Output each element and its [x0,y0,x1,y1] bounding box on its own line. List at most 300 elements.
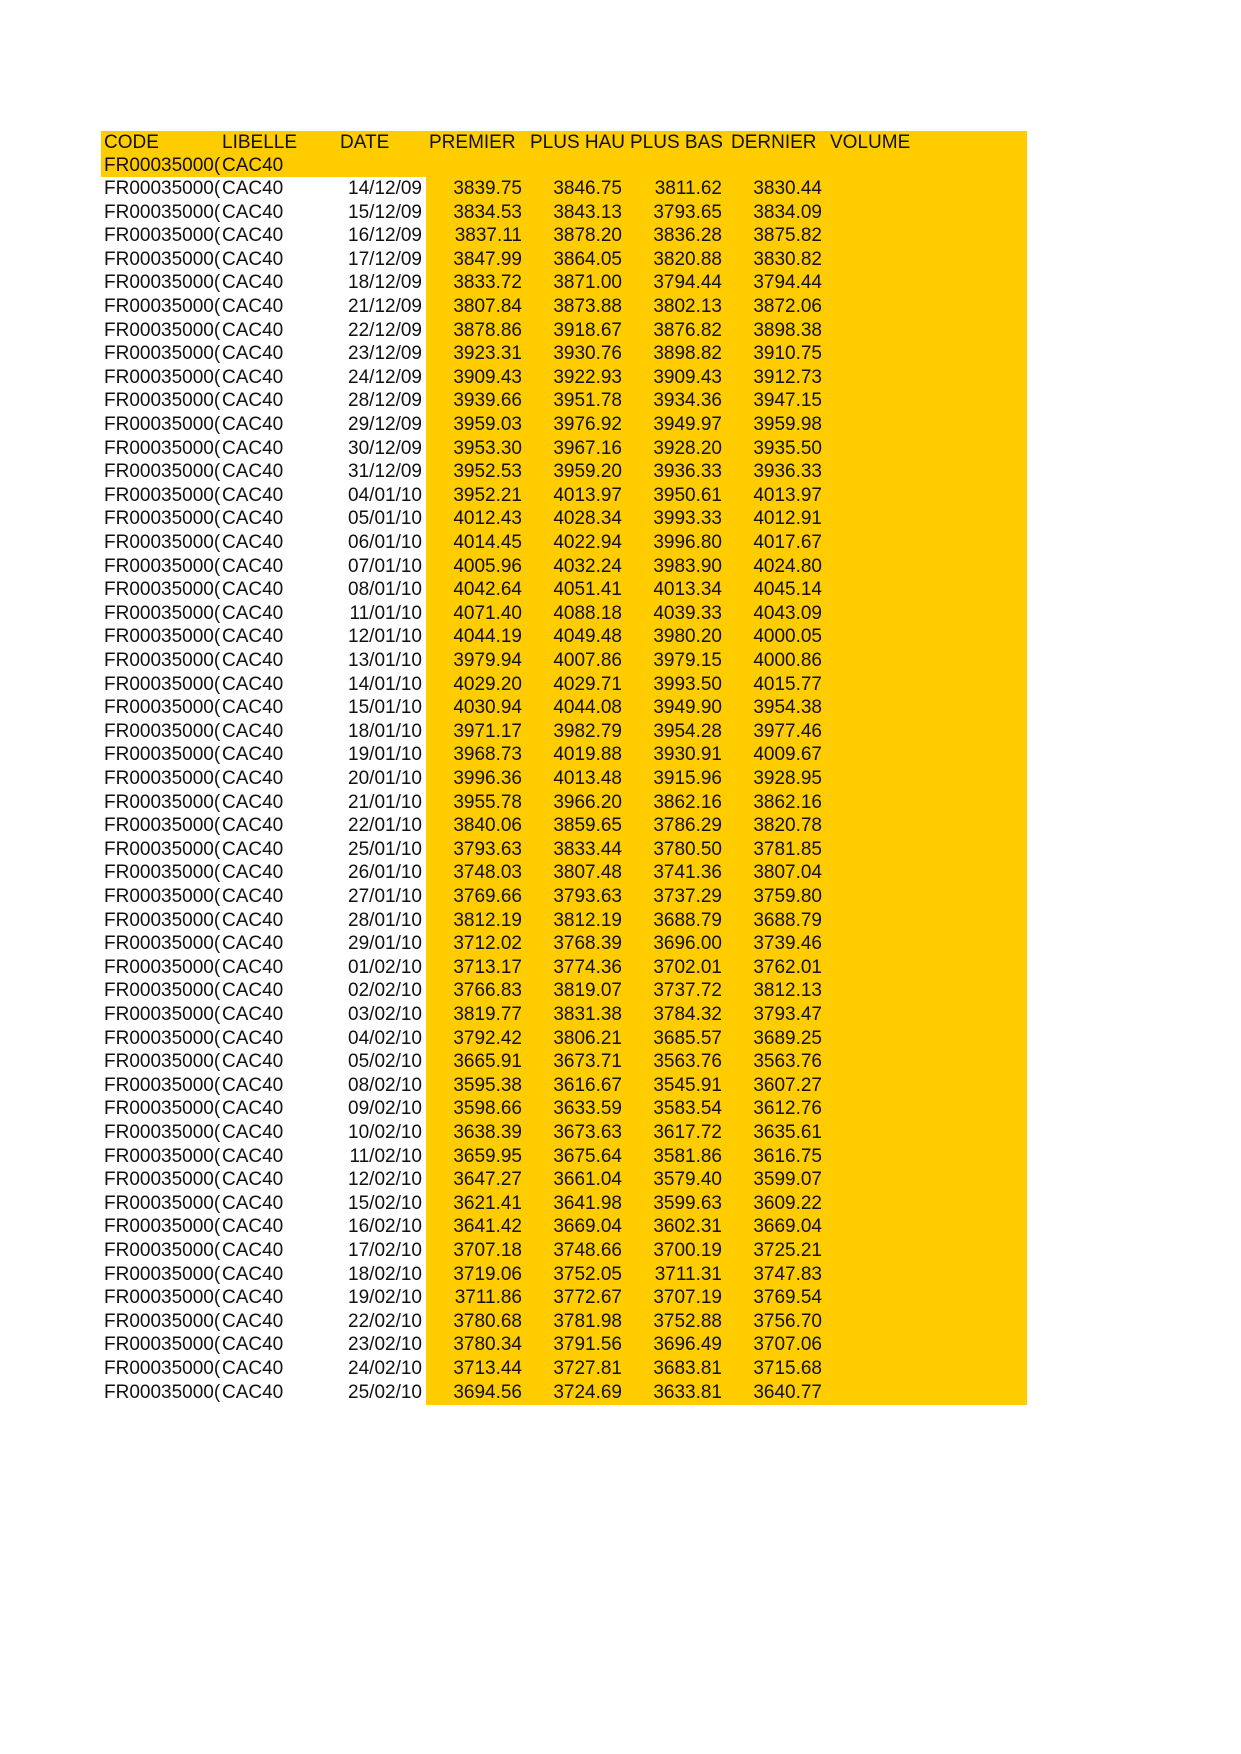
cell-premier[interactable]: 3952.21 [453,484,522,506]
cell-libelle[interactable]: CAC40 [222,1287,284,1309]
cell-code[interactable]: FR00035000( [104,1263,220,1285]
cell-date[interactable]: 17/02/10 [348,1240,422,1261]
cell-code[interactable]: FR00035000( [104,1192,220,1214]
cell-plus-bas[interactable]: 3996.80 [653,532,722,553]
cell-dernier[interactable]: 3830.44 [753,178,822,199]
cell-plus-bas[interactable]: 3737.29 [653,886,722,907]
cell-premier[interactable]: 3968.73 [453,744,522,766]
cell-code[interactable]: FR00035000( [104,319,220,341]
cell-plus-haut[interactable]: 3633.59 [553,1098,622,1120]
cell-libelle[interactable]: CAC40 [222,744,284,766]
cell-code[interactable]: FR00035000( [104,437,220,459]
cell-date[interactable]: 27/01/10 [348,886,422,907]
cell-plus-bas[interactable]: 3993.50 [653,673,722,695]
cell-premier[interactable]: 3819.77 [453,1004,522,1025]
cell-premier[interactable]: 4029.20 [453,673,522,695]
cell-libelle[interactable]: CAC40 [222,555,284,577]
cell-plus-haut[interactable]: 3918.67 [553,319,622,341]
cell-libelle[interactable]: CAC40 [222,956,284,978]
cell-code[interactable]: FR00035000( [104,532,220,553]
cell-premier[interactable]: 3837.11 [454,225,522,247]
cell-code[interactable]: FR00035000( [104,886,220,907]
cell-plus-haut[interactable]: 3768.39 [553,933,622,955]
cell-code[interactable]: FR00035000( [104,791,220,813]
cell-code[interactable]: FR00035000( [104,768,220,789]
cell-date[interactable]: 12/02/10 [348,1169,422,1191]
cell-date[interactable]: 23/02/10 [348,1334,422,1356]
subheader-libelle[interactable]: CAC40 [222,155,284,176]
cell-premier[interactable]: 4030.94 [453,697,522,719]
cell-libelle[interactable]: CAC40 [222,720,284,742]
cell-plus-bas[interactable]: 3793.65 [653,201,722,223]
cell-libelle[interactable]: CAC40 [222,909,284,931]
cell-plus-haut[interactable]: 3819.07 [553,980,622,1002]
cell-plus-bas[interactable]: 3741.36 [653,862,722,884]
cell-date[interactable]: 18/02/10 [348,1263,422,1285]
cell-code[interactable]: FR00035000( [104,390,220,412]
cell-dernier[interactable]: 3834.09 [753,201,822,223]
cell-libelle[interactable]: CAC40 [222,390,284,412]
cell-plus-haut[interactable]: 3967.16 [553,437,622,459]
cell-dernier[interactable]: 4045.14 [753,579,822,601]
cell-code[interactable]: FR00035000( [104,1074,220,1096]
cell-plus-bas[interactable]: 3784.32 [653,1004,722,1025]
cell-libelle[interactable]: CAC40 [222,1074,284,1096]
cell-libelle[interactable]: CAC40 [222,461,284,483]
cell-premier[interactable]: 4012.43 [453,508,522,530]
cell-premier[interactable]: 3647.27 [453,1169,522,1191]
cell-libelle[interactable]: CAC40 [222,437,284,459]
cell-date[interactable]: 05/01/10 [348,508,422,530]
cell-code[interactable]: FR00035000( [104,1027,220,1049]
cell-date[interactable]: 21/12/09 [348,296,422,317]
col-header-plus-haut[interactable]: PLUS HAU [530,132,626,153]
cell-premier[interactable]: 3598.66 [453,1098,522,1120]
cell-plus-haut[interactable]: 3930.76 [553,343,622,365]
cell-plus-haut[interactable]: 3661.04 [553,1169,622,1191]
cell-libelle[interactable]: CAC40 [222,1334,284,1356]
cell-premier[interactable]: 3909.43 [453,366,522,388]
cell-date[interactable]: 25/01/10 [348,838,422,860]
cell-code[interactable]: FR00035000( [104,461,220,483]
cell-premier[interactable]: 3719.06 [453,1263,522,1285]
cell-libelle[interactable]: CAC40 [222,1240,284,1261]
cell-premier[interactable]: 3712.02 [453,933,522,955]
cell-libelle[interactable]: CAC40 [222,697,284,719]
cell-date[interactable]: 31/12/09 [348,461,422,483]
cell-code[interactable]: FR00035000( [104,579,220,601]
cell-premier[interactable]: 3638.39 [453,1122,522,1143]
cell-dernier[interactable]: 3769.54 [753,1287,822,1309]
cell-date[interactable]: 12/01/10 [348,626,422,648]
cell-dernier[interactable]: 3872.06 [753,296,822,317]
cell-code[interactable]: FR00035000( [104,626,220,648]
cell-plus-bas[interactable]: 3979.15 [653,650,722,671]
cell-premier[interactable]: 4071.40 [453,602,522,624]
cell-dernier[interactable]: 4000.86 [753,650,822,671]
cell-dernier[interactable]: 3635.61 [753,1122,822,1143]
cell-libelle[interactable]: CAC40 [222,1263,284,1285]
col-header-code[interactable]: CODE [104,132,159,153]
cell-plus-bas[interactable]: 3696.00 [653,933,722,955]
cell-code[interactable]: FR00035000( [104,178,220,199]
cell-dernier[interactable]: 3977.46 [753,720,822,742]
cell-date[interactable]: 24/12/09 [348,366,422,388]
cell-premier[interactable]: 3748.03 [453,862,522,884]
cell-premier[interactable]: 3641.42 [453,1216,522,1238]
cell-libelle[interactable]: CAC40 [222,1027,284,1049]
cell-plus-haut[interactable]: 3878.20 [553,225,622,247]
cell-code[interactable]: FR00035000( [104,1240,220,1261]
col-header-date[interactable]: DATE [340,132,390,153]
cell-libelle[interactable]: CAC40 [222,815,284,837]
cell-plus-bas[interactable]: 3683.81 [653,1358,722,1379]
cell-plus-bas[interactable]: 3602.31 [653,1216,722,1238]
cell-libelle[interactable]: CAC40 [222,768,284,789]
cell-plus-haut[interactable]: 4022.94 [553,532,622,553]
cell-libelle[interactable]: CAC40 [222,1310,284,1332]
cell-premier[interactable]: 3834.53 [453,201,522,223]
cell-plus-haut[interactable]: 4013.48 [553,768,622,789]
cell-code[interactable]: FR00035000( [104,673,220,695]
cell-plus-bas[interactable]: 3545.91 [653,1074,722,1096]
cell-plus-bas[interactable]: 3802.13 [653,296,722,317]
cell-code[interactable]: FR00035000( [104,1004,220,1025]
cell-plus-haut[interactable]: 3982.79 [553,720,622,742]
cell-libelle[interactable]: CAC40 [222,201,284,223]
cell-plus-haut[interactable]: 3724.69 [553,1381,622,1403]
cell-libelle[interactable]: CAC40 [222,933,284,955]
cell-plus-bas[interactable]: 3581.86 [653,1145,722,1167]
cell-plus-bas[interactable]: 3936.33 [653,461,722,483]
cell-plus-bas[interactable]: 3786.29 [653,815,722,837]
cell-plus-haut[interactable]: 3793.63 [553,886,622,907]
cell-plus-bas[interactable]: 4039.33 [653,602,722,624]
cell-dernier[interactable]: 4017.67 [753,532,822,553]
cell-code[interactable]: FR00035000( [104,815,220,837]
cell-date[interactable]: 08/02/10 [348,1074,422,1096]
cell-code[interactable]: FR00035000( [104,838,220,860]
cell-plus-haut[interactable]: 3831.38 [553,1004,622,1025]
cell-plus-bas[interactable]: 3685.57 [653,1027,722,1049]
cell-date[interactable]: 25/02/10 [348,1381,422,1403]
cell-code[interactable]: FR00035000( [104,956,220,978]
cell-code[interactable]: FR00035000( [104,909,220,931]
cell-plus-haut[interactable]: 4032.24 [553,555,622,577]
cell-plus-bas[interactable]: 3707.19 [653,1287,722,1309]
cell-plus-bas[interactable]: 3579.40 [653,1169,722,1191]
cell-date[interactable]: 05/02/10 [348,1051,422,1073]
cell-premier[interactable]: 3939.66 [453,390,522,412]
cell-premier[interactable]: 3955.78 [453,791,522,813]
cell-code[interactable]: FR00035000( [104,1310,220,1332]
cell-date[interactable]: 01/02/10 [348,956,422,978]
col-header-dernier[interactable]: DERNIER [731,132,817,153]
cell-plus-bas[interactable]: 3993.33 [653,508,722,530]
cell-date[interactable]: 22/12/09 [348,319,422,341]
cell-dernier[interactable]: 3910.75 [753,343,822,365]
cell-date[interactable]: 24/02/10 [348,1358,422,1379]
cell-libelle[interactable]: CAC40 [222,1169,284,1191]
cell-code[interactable]: FR00035000( [104,508,220,530]
cell-premier[interactable]: 3707.18 [453,1240,522,1261]
cell-date[interactable]: 11/02/10 [349,1145,422,1167]
cell-libelle[interactable]: CAC40 [222,343,284,365]
cell-date[interactable]: 11/01/10 [349,602,422,624]
cell-plus-haut[interactable]: 3806.21 [553,1027,622,1049]
cell-dernier[interactable]: 3807.04 [753,862,822,884]
cell-libelle[interactable]: CAC40 [222,1358,284,1379]
cell-premier[interactable]: 3711.86 [454,1287,522,1309]
cell-libelle[interactable]: CAC40 [222,319,284,341]
cell-plus-haut[interactable]: 3807.48 [553,862,622,884]
cell-date[interactable]: 07/01/10 [348,555,422,577]
cell-plus-bas[interactable]: 3950.61 [653,484,722,506]
cell-date[interactable]: 09/02/10 [348,1098,422,1120]
cell-date[interactable]: 04/01/10 [348,484,422,506]
cell-plus-bas[interactable]: 3862.16 [653,791,722,813]
cell-premier[interactable]: 4014.45 [453,532,522,553]
cell-premier[interactable]: 3833.72 [453,272,522,294]
cell-code[interactable]: FR00035000( [104,1098,220,1120]
cell-plus-bas[interactable]: 3949.97 [653,414,722,435]
cell-code[interactable]: FR00035000( [104,720,220,742]
cell-date[interactable]: 22/01/10 [348,815,422,837]
cell-premier[interactable]: 3793.63 [453,838,522,860]
cell-code[interactable]: FR00035000( [104,697,220,719]
cell-date[interactable]: 15/01/10 [348,697,422,719]
cell-libelle[interactable]: CAC40 [222,1145,284,1167]
cell-date[interactable]: 29/12/09 [348,414,422,435]
cell-plus-bas[interactable]: 3930.91 [653,744,722,766]
cell-dernier[interactable]: 3599.07 [753,1169,822,1191]
cell-date[interactable]: 21/01/10 [348,791,422,813]
cell-date[interactable]: 19/02/10 [348,1287,422,1309]
cell-plus-bas[interactable]: 3583.54 [653,1098,722,1120]
cell-premier[interactable]: 4044.19 [453,626,522,648]
cell-date[interactable]: 30/12/09 [348,437,422,459]
cell-plus-haut[interactable]: 4013.97 [553,484,622,506]
cell-premier[interactable]: 3959.03 [453,414,522,435]
cell-dernier[interactable]: 4024.80 [753,555,822,577]
cell-dernier[interactable]: 3875.82 [753,225,822,247]
cell-plus-haut[interactable]: 3812.19 [553,909,622,931]
cell-plus-bas[interactable]: 3696.49 [653,1334,722,1356]
cell-code[interactable]: FR00035000( [104,1145,220,1167]
cell-dernier[interactable]: 3959.98 [753,414,822,435]
cell-libelle[interactable]: CAC40 [222,886,284,907]
cell-plus-haut[interactable]: 4051.41 [553,579,622,601]
cell-code[interactable]: FR00035000( [104,1169,220,1191]
cell-premier[interactable]: 3953.30 [453,437,522,459]
cell-dernier[interactable]: 4013.97 [753,484,822,506]
cell-plus-bas[interactable]: 3934.36 [653,390,722,412]
cell-plus-bas[interactable]: 3633.81 [653,1381,722,1403]
cell-dernier[interactable]: 3954.38 [753,697,822,719]
cell-libelle[interactable]: CAC40 [222,650,284,671]
col-header-volume[interactable]: VOLUME [830,132,911,153]
cell-libelle[interactable]: CAC40 [222,225,284,247]
cell-date[interactable]: 29/01/10 [348,933,422,955]
cell-libelle[interactable]: CAC40 [222,1051,284,1073]
cell-plus-haut[interactable]: 3673.71 [553,1051,622,1073]
cell-date[interactable]: 13/01/10 [348,650,422,671]
cell-code[interactable]: FR00035000( [104,414,220,435]
cell-plus-bas[interactable]: 3836.28 [653,225,722,247]
cell-date[interactable]: 02/02/10 [348,980,422,1002]
cell-code[interactable]: FR00035000( [104,602,220,624]
cell-dernier[interactable]: 3793.47 [753,1004,822,1025]
cell-libelle[interactable]: CAC40 [222,579,284,601]
cell-dernier[interactable]: 3707.06 [753,1334,822,1356]
cell-libelle[interactable]: CAC40 [222,484,284,506]
cell-premier[interactable]: 3807.84 [453,296,522,317]
cell-dernier[interactable]: 3688.79 [753,909,822,931]
cell-code[interactable]: FR00035000( [104,366,220,388]
cell-date[interactable]: 18/12/09 [348,272,422,294]
cell-code[interactable]: FR00035000( [104,225,220,247]
cell-plus-bas[interactable]: 3898.82 [653,343,722,365]
cell-plus-haut[interactable]: 3959.20 [553,461,622,483]
cell-premier[interactable]: 3840.06 [453,815,522,837]
cell-plus-bas[interactable]: 3820.88 [653,248,722,270]
cell-code[interactable]: FR00035000( [104,201,220,223]
cell-plus-bas[interactable]: 3954.28 [653,720,722,742]
cell-premier[interactable]: 3766.83 [453,980,522,1002]
cell-dernier[interactable]: 4012.91 [753,508,822,530]
cell-dernier[interactable]: 3715.68 [753,1358,822,1379]
cell-premier[interactable]: 3878.86 [453,319,522,341]
cell-code[interactable]: FR00035000( [104,1334,220,1356]
cell-dernier[interactable]: 3898.38 [753,319,822,341]
col-header-plus-bas[interactable]: PLUS BAS [630,132,723,153]
cell-plus-haut[interactable]: 4088.18 [553,602,622,624]
cell-premier[interactable]: 3621.41 [453,1192,522,1214]
cell-code[interactable]: FR00035000( [104,343,220,365]
cell-date[interactable]: 15/02/10 [348,1192,422,1214]
cell-plus-haut[interactable]: 3871.00 [553,272,622,294]
cell-date[interactable]: 03/02/10 [348,1004,422,1025]
cell-plus-bas[interactable]: 3711.31 [654,1263,722,1285]
cell-date[interactable]: 14/01/10 [348,673,422,695]
cell-plus-haut[interactable]: 3833.44 [553,838,622,860]
cell-plus-bas[interactable]: 3752.88 [653,1310,722,1332]
cell-plus-haut[interactable]: 4019.88 [553,744,622,766]
cell-plus-haut[interactable]: 4028.34 [553,508,622,530]
cell-dernier[interactable]: 3912.73 [753,366,822,388]
cell-plus-haut[interactable]: 4029.71 [553,673,622,695]
cell-libelle[interactable]: CAC40 [222,862,284,884]
cell-premier[interactable]: 3713.44 [453,1358,522,1379]
cell-code[interactable]: FR00035000( [104,744,220,766]
cell-plus-bas[interactable]: 3983.90 [653,555,722,577]
cell-code[interactable]: FR00035000( [104,484,220,506]
cell-code[interactable]: FR00035000( [104,1122,220,1143]
cell-plus-bas[interactable]: 3700.19 [653,1240,722,1261]
cell-libelle[interactable]: CAC40 [222,366,284,388]
cell-plus-bas[interactable]: 4013.34 [653,579,722,601]
cell-plus-bas[interactable]: 3876.82 [653,319,722,341]
cell-dernier[interactable]: 3725.21 [753,1240,822,1261]
cell-code[interactable]: FR00035000( [104,1358,220,1379]
cell-libelle[interactable]: CAC40 [222,508,284,530]
cell-date[interactable]: 15/12/09 [348,201,422,223]
cell-libelle[interactable]: CAC40 [222,1192,284,1214]
cell-code[interactable]: FR00035000( [104,555,220,577]
cell-code[interactable]: FR00035000( [104,862,220,884]
subheader-code[interactable]: FR00035000( [104,155,220,176]
cell-plus-bas[interactable]: 3599.63 [653,1192,722,1214]
cell-libelle[interactable]: CAC40 [222,673,284,695]
cell-premier[interactable]: 3923.31 [453,343,522,365]
cell-code[interactable]: FR00035000( [104,1287,220,1309]
cell-premier[interactable]: 3694.56 [453,1381,522,1403]
cell-plus-bas[interactable]: 3794.44 [653,272,722,294]
cell-plus-bas[interactable]: 3980.20 [653,626,722,648]
cell-date[interactable]: 04/02/10 [348,1027,422,1049]
cell-dernier[interactable]: 3616.75 [753,1145,822,1167]
cell-date[interactable]: 19/01/10 [348,744,422,766]
cell-dernier[interactable]: 3669.04 [753,1216,822,1238]
cell-plus-bas[interactable]: 3915.96 [653,768,722,789]
cell-plus-haut[interactable]: 3966.20 [553,791,622,813]
cell-dernier[interactable]: 3947.15 [753,390,822,412]
cell-premier[interactable]: 3971.17 [453,720,522,742]
cell-premier[interactable]: 4005.96 [453,555,522,577]
cell-premier[interactable]: 3665.91 [453,1051,522,1073]
cell-date[interactable]: 10/02/10 [348,1122,422,1143]
cell-libelle[interactable]: CAC40 [222,980,284,1002]
cell-date[interactable]: 16/02/10 [348,1216,422,1238]
cell-plus-haut[interactable]: 3846.75 [553,178,622,199]
cell-libelle[interactable]: CAC40 [222,248,284,270]
cell-date[interactable]: 08/01/10 [348,579,422,601]
cell-premier[interactable]: 3996.36 [453,768,522,789]
cell-plus-haut[interactable]: 3951.78 [553,390,622,412]
cell-libelle[interactable]: CAC40 [222,1004,284,1025]
cell-plus-bas[interactable]: 3909.43 [653,366,722,388]
cell-date[interactable]: 17/12/09 [348,248,422,270]
cell-dernier[interactable]: 4009.67 [753,744,822,766]
cell-libelle[interactable]: CAC40 [222,296,284,317]
cell-dernier[interactable]: 3935.50 [753,437,822,459]
cell-libelle[interactable]: CAC40 [222,1122,284,1143]
cell-code[interactable]: FR00035000( [104,272,220,294]
cell-libelle[interactable]: CAC40 [222,1216,284,1238]
cell-dernier[interactable]: 3759.80 [753,886,822,907]
cell-premier[interactable]: 3979.94 [453,650,522,671]
cell-libelle[interactable]: CAC40 [222,178,284,199]
cell-date[interactable]: 23/12/09 [348,343,422,365]
cell-plus-bas[interactable]: 3949.90 [653,697,722,719]
cell-plus-haut[interactable]: 3774.36 [553,956,622,978]
cell-plus-haut[interactable]: 3748.66 [553,1240,622,1261]
cell-premier[interactable]: 3713.17 [453,956,522,978]
cell-plus-bas[interactable]: 3780.50 [653,838,722,860]
cell-libelle[interactable]: CAC40 [222,532,284,553]
cell-code[interactable]: FR00035000( [104,1051,220,1073]
cell-date[interactable]: 26/01/10 [348,862,422,884]
cell-libelle[interactable]: CAC40 [222,626,284,648]
cell-code[interactable]: FR00035000( [104,650,220,671]
cell-plus-haut[interactable]: 3843.13 [553,201,622,223]
cell-dernier[interactable]: 3936.33 [753,461,822,483]
cell-dernier[interactable]: 3794.44 [753,272,822,294]
cell-plus-haut[interactable]: 3976.92 [553,414,622,435]
cell-dernier[interactable]: 3812.13 [753,980,822,1002]
cell-plus-haut[interactable]: 3781.98 [553,1310,622,1332]
cell-plus-haut[interactable]: 3864.05 [553,248,622,270]
